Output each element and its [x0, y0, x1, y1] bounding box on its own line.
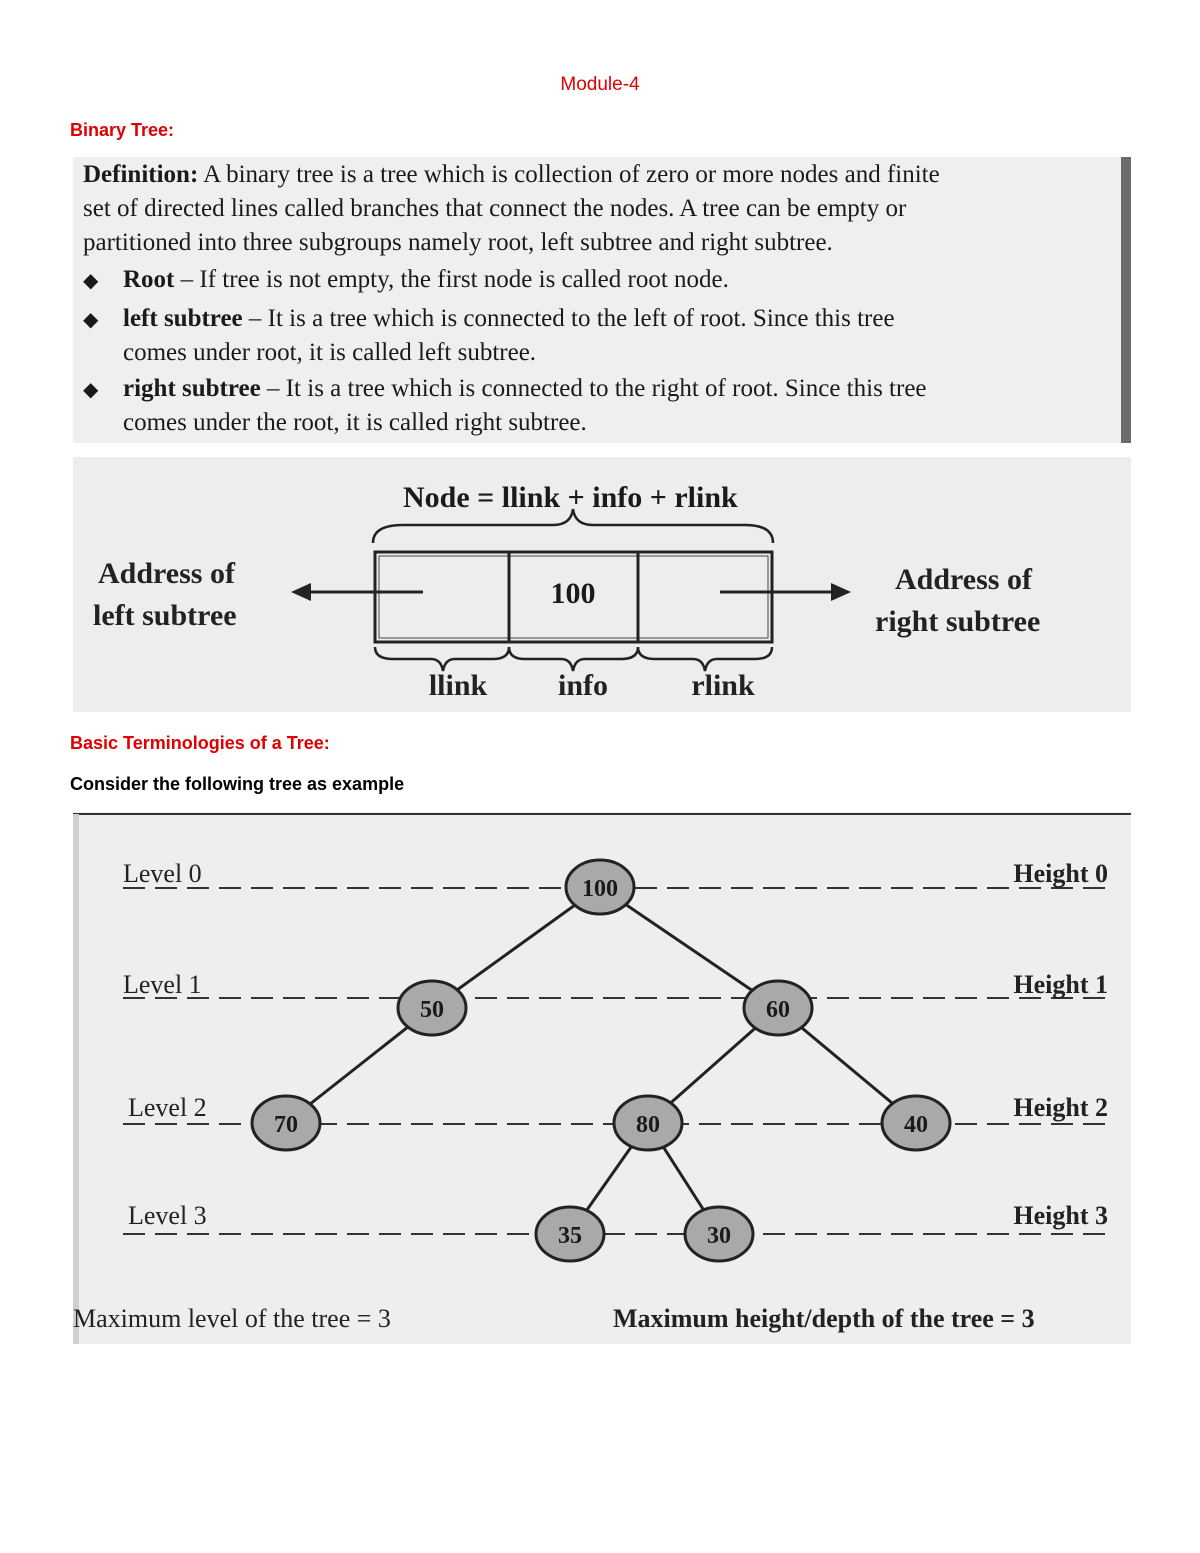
tree-edges [286, 887, 916, 1234]
level-1-label: Level 1 [123, 970, 202, 999]
bullet-left-subtree: ◆ left subtree – It is a tree which is connected to the left of root. Since this tree [83, 305, 895, 332]
bullet-left-subtree-cont: comes under root, it is called left subtree. [123, 339, 537, 366]
bullet-right-subtree: ◆ right subtree – It is a tree which is connected to the right of root. Since this tree [83, 375, 927, 402]
svg-text:80: 80 [636, 1112, 660, 1138]
svg-text:60: 60 [766, 997, 790, 1023]
height-2-label: Height 2 [1013, 1093, 1108, 1122]
svg-text:40: 40 [904, 1112, 928, 1138]
node-structure-svg [73, 457, 1131, 712]
level-2-label: Level 2 [128, 1093, 207, 1122]
svg-text:35: 35 [558, 1223, 582, 1249]
left-arrow-head-icon [291, 583, 311, 601]
tree-node-60 [744, 981, 812, 1035]
field-llink-label: llink [428, 669, 488, 702]
bullet-right-subtree-cont: comes under the root, it is called right subtree. [123, 409, 587, 436]
brace-info [509, 647, 638, 671]
diamond-bullet-icon: ◆ [83, 309, 99, 331]
level-3-label: Level 3 [128, 1201, 207, 1230]
svg-text:100: 100 [582, 876, 618, 902]
section-subheading: Consider the following tree as example [70, 774, 405, 794]
svg-text:70: 70 [274, 1112, 298, 1138]
tree-node-70 [252, 1096, 320, 1150]
top-brace [373, 509, 773, 543]
tree-node-100 [566, 860, 634, 914]
definition-line-1: Definition: A binary tree is a tree which is collection of zero or more nodes and finite [83, 161, 940, 188]
height-1-label: Height 1 [1013, 970, 1108, 999]
node-info-value: 100 [550, 577, 596, 610]
field-rlink-label: rlink [691, 669, 755, 702]
diamond-bullet-icon: ◆ [83, 379, 99, 401]
left-label-line-1: Address of [98, 557, 235, 590]
left-label-line-2: left subtree [93, 599, 237, 632]
right-label-line-2: right subtree [875, 605, 1041, 638]
node-formula: Node = llink + info + rlink [403, 481, 738, 514]
field-info-label: info [557, 669, 609, 702]
scan-edge-shadow [1121, 157, 1131, 443]
right-label-line-1: Address of [895, 563, 1032, 596]
height-0-label: Height 0 [1013, 859, 1108, 888]
tree-node-50 [398, 981, 466, 1035]
diamond-bullet-icon: ◆ [83, 270, 99, 292]
level-0-label: Level 0 [123, 859, 202, 888]
right-arrow-head-icon [831, 583, 851, 601]
page-title: Module-4 [560, 74, 640, 95]
tree-diagram [73, 812, 1131, 1344]
brace-llink [375, 647, 509, 671]
definition-scan [73, 157, 1131, 443]
svg-text:30: 30 [707, 1223, 731, 1249]
tree-diagram-svg [73, 812, 1131, 1344]
section-heading-binary-tree: Binary Tree: [70, 120, 175, 140]
svg-text:50: 50 [420, 997, 444, 1023]
definition-line-3: partitioned into three subgroups namely root, left subtree and right subtree. [83, 229, 833, 256]
brace-rlink [638, 647, 772, 671]
tree-node-40 [882, 1096, 950, 1150]
section-heading-terminologies: Basic Terminologies of a Tree: [70, 733, 330, 753]
tree-node-30 [685, 1207, 753, 1261]
bullet-root: ◆ Root – If tree is not empty, the first node is called root node. [83, 266, 729, 293]
node-structure-diagram [73, 457, 1131, 712]
definition-line-2: set of directed lines called branches that connect the nodes. A tree can be empty or [83, 195, 907, 222]
tree-node-35 [536, 1207, 604, 1261]
max-height-caption: Maximum height/depth of the tree = 3 [613, 1304, 1035, 1333]
scan-left-shadow [73, 814, 79, 1344]
max-level-caption: Maximum level of the tree = 3 [73, 1304, 391, 1333]
height-3-label: Height 3 [1013, 1201, 1108, 1230]
tree-node-80 [614, 1096, 682, 1150]
